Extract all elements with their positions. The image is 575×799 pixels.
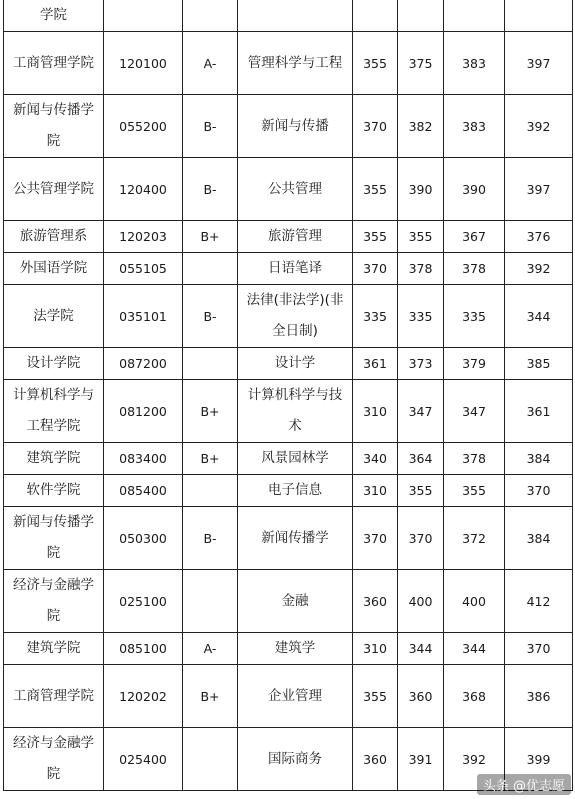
grade-cell: B+ [183,221,238,253]
score-cell-1: 360 [353,570,398,633]
table-row [4,570,573,633]
score-cell-4: 384 [505,443,573,475]
major-cell [238,0,353,32]
score-cell-3: 367 [444,221,505,253]
table-row [4,158,573,221]
score-cell-4: 397 [505,158,573,221]
grade-cell: B- [183,95,238,158]
major-cell: 风景园林学 [238,443,353,475]
score-cell-2: 364 [398,443,444,475]
grade-cell [183,348,238,380]
major-cell: 国际商务 [238,728,353,791]
grade-cell [183,0,238,32]
score-cell-1: 355 [353,32,398,95]
grade-cell: B+ [183,665,238,728]
score-cell-3: 368 [444,665,505,728]
grade-cell: B+ [183,443,238,475]
score-cell-4: 392 [505,253,573,285]
major-cell: 新闻与传播 [238,95,353,158]
major-cell: 旅游管理 [238,221,353,253]
grade-cell: B- [183,507,238,570]
score-cell-1: 370 [353,253,398,285]
code-cell: 083400 [104,443,183,475]
score-cell-2: 378 [398,253,444,285]
code-cell: 120203 [104,221,183,253]
score-cell-4: 384 [505,507,573,570]
table-row [4,348,573,380]
score-cell-4: 386 [505,665,573,728]
table-body [4,0,573,791]
major-cell: 日语笔译 [238,253,353,285]
code-cell: 025400 [104,728,183,791]
major-cell: 新闻传播学 [238,507,353,570]
table-row [4,380,573,443]
score-cell-1: 355 [353,665,398,728]
score-cell-4: 370 [505,633,573,665]
score-cell-2: 344 [398,633,444,665]
college-cell: 旅游管理系 [4,221,104,253]
table-row [4,475,573,507]
major-cell: 电子信息 [238,475,353,507]
table-row [4,285,573,348]
score-cell-4: 376 [505,221,573,253]
score-cell-4: 399 [505,728,573,791]
code-cell: 087200 [104,348,183,380]
major-cell: 建筑学 [238,633,353,665]
score-cell-1: 310 [353,475,398,507]
score-cell-2: 335 [398,285,444,348]
score-cell-3: 344 [444,633,505,665]
score-cell-2: 355 [398,475,444,507]
grade-cell [183,475,238,507]
score-cell-2: 373 [398,348,444,380]
college-cell: 经济与金融学院 [4,728,104,791]
code-cell: 035101 [104,285,183,348]
score-cell-3: 335 [444,285,505,348]
score-cell-3: 400 [444,570,505,633]
score-cell-2: 347 [398,380,444,443]
major-cell: 企业管理 [238,665,353,728]
table-row [4,221,573,253]
table-row [4,32,573,95]
major-cell: 法律(非法学)(非全日制) [238,285,353,348]
score-cell-2: 382 [398,95,444,158]
college-cell: 公共管理学院 [4,158,104,221]
score-cell-1 [353,0,398,32]
score-cell-4: 385 [505,348,573,380]
grade-cell: B- [183,158,238,221]
college-cell: 设计学院 [4,348,104,380]
major-cell: 管理科学与工程 [238,32,353,95]
code-cell: 120100 [104,32,183,95]
table-row [4,507,573,570]
score-cell-1: 335 [353,285,398,348]
table-row [4,633,573,665]
score-cell-3: 378 [444,443,505,475]
code-cell: 055200 [104,95,183,158]
college-cell: 软件学院 [4,475,104,507]
score-cell-3: 379 [444,348,505,380]
score-cell-1: 361 [353,348,398,380]
code-cell: 055105 [104,253,183,285]
table-row [4,253,573,285]
college-cell: 外国语学院 [4,253,104,285]
college-cell: 工商管理学院 [4,32,104,95]
score-cell-1: 355 [353,221,398,253]
score-cell-3: 390 [444,158,505,221]
score-table [3,0,573,791]
grade-cell: A- [183,633,238,665]
score-cell-1: 360 [353,728,398,791]
score-cell-4: 392 [505,95,573,158]
score-cell-2 [398,0,444,32]
score-cell-4: 370 [505,475,573,507]
college-cell: 建筑学院 [4,443,104,475]
grade-cell [183,570,238,633]
college-cell: 法学院 [4,285,104,348]
score-cell-1: 370 [353,95,398,158]
college-cell: 学院 [4,0,104,32]
college-cell: 建筑学院 [4,633,104,665]
score-cell-4: 397 [505,32,573,95]
table-row [4,95,573,158]
grade-cell [183,728,238,791]
score-cell-2: 370 [398,507,444,570]
major-cell: 金融 [238,570,353,633]
code-cell: 025100 [104,570,183,633]
score-cell-3: 378 [444,253,505,285]
score-cell-3: 383 [444,95,505,158]
major-cell: 设计学 [238,348,353,380]
table-row [4,0,573,32]
score-cell-3: 392 [444,728,505,791]
grade-cell: A- [183,32,238,95]
college-cell: 新闻与传播学院 [4,507,104,570]
score-cell-1: 340 [353,443,398,475]
code-cell [104,0,183,32]
score-cell-4: 344 [505,285,573,348]
college-cell: 经济与金融学院 [4,570,104,633]
score-cell-1: 370 [353,507,398,570]
score-cell-3: 372 [444,507,505,570]
score-cell-1: 310 [353,380,398,443]
score-cell-3: 383 [444,32,505,95]
grade-cell: B- [183,285,238,348]
score-cell-2: 400 [398,570,444,633]
code-cell: 120400 [104,158,183,221]
code-cell: 085400 [104,475,183,507]
college-cell: 工商管理学院 [4,665,104,728]
watermark-label: 头条 @优志愿 [477,774,571,795]
score-cell-3: 355 [444,475,505,507]
major-cell: 公共管理 [238,158,353,221]
score-cell-2: 390 [398,158,444,221]
grade-cell: B+ [183,380,238,443]
table-row [4,443,573,475]
score-cell-2: 391 [398,728,444,791]
score-cell-2: 360 [398,665,444,728]
major-cell: 计算机科学与技术 [238,380,353,443]
score-cell-2: 355 [398,221,444,253]
score-cell-4: 361 [505,380,573,443]
code-cell: 081200 [104,380,183,443]
score-cell-1: 355 [353,158,398,221]
grade-cell [183,253,238,285]
score-cell-1: 310 [353,633,398,665]
college-cell: 计算机科学与工程学院 [4,380,104,443]
code-cell: 050300 [104,507,183,570]
score-cell-4 [505,0,573,32]
table-row [4,665,573,728]
code-cell: 120202 [104,665,183,728]
score-cell-2: 375 [398,32,444,95]
code-cell: 085100 [104,633,183,665]
college-cell: 新闻与传播学院 [4,95,104,158]
score-cell-3: 347 [444,380,505,443]
score-cell-3 [444,0,505,32]
score-cell-4: 412 [505,570,573,633]
